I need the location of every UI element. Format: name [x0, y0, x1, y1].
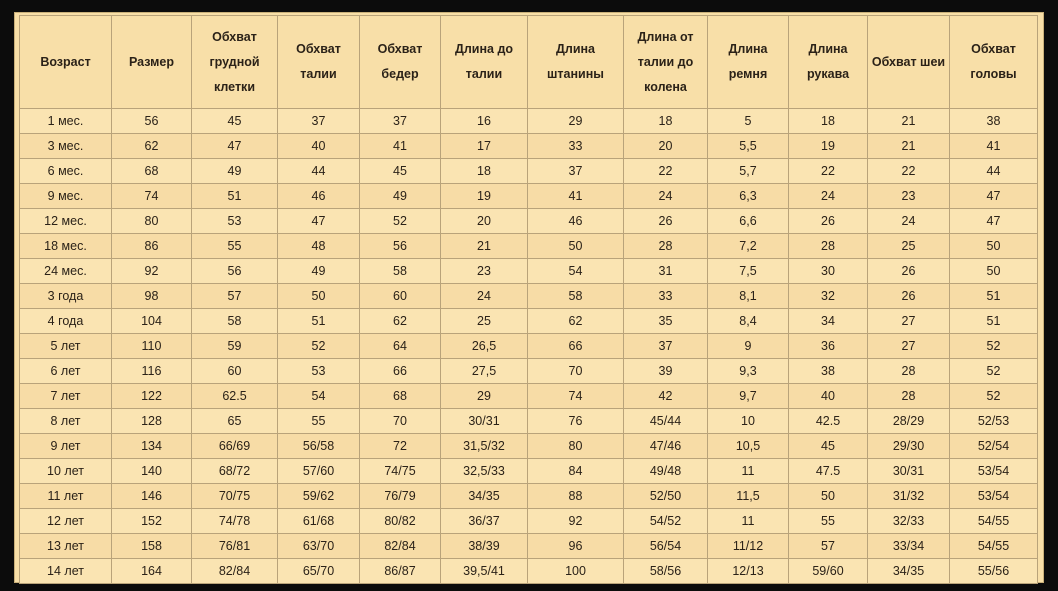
cell-age: 12 мес.	[20, 209, 112, 234]
cell-leg-length: 37	[528, 159, 624, 184]
cell-waist-length: 20	[441, 209, 528, 234]
cell-waist-length: 36/37	[441, 509, 528, 534]
cell-waist-length: 29	[441, 384, 528, 409]
cell-belt-length: 11/12	[708, 534, 789, 559]
cell-sleeve-length: 50	[789, 484, 868, 509]
cell-neck: 31/32	[868, 484, 950, 509]
table-row	[20, 459, 1038, 484]
cell-sleeve-length: 55	[789, 509, 868, 534]
cell-waist-length: 27,5	[441, 359, 528, 384]
cell-size: 80	[112, 209, 192, 234]
cell-age: 1 мес.	[20, 109, 112, 134]
cell-head: 52	[950, 359, 1038, 384]
cell-head: 50	[950, 259, 1038, 284]
cell-waist-to-knee: 52/50	[624, 484, 708, 509]
cell-size: 56	[112, 109, 192, 134]
cell-neck: 28/29	[868, 409, 950, 434]
cell-waist: 46	[278, 184, 360, 209]
cell-head: 47	[950, 184, 1038, 209]
header-neck: Обхват шеи	[868, 16, 950, 109]
table-row	[20, 409, 1038, 434]
cell-belt-length: 11	[708, 459, 789, 484]
cell-chest: 49	[192, 159, 278, 184]
cell-sleeve-length: 30	[789, 259, 868, 284]
cell-neck: 26	[868, 259, 950, 284]
cell-waist-length: 19	[441, 184, 528, 209]
cell-hips: 58	[360, 259, 441, 284]
cell-waist: 65/70	[278, 559, 360, 584]
cell-head: 54/55	[950, 534, 1038, 559]
cell-hips: 82/84	[360, 534, 441, 559]
cell-size: 74	[112, 184, 192, 209]
cell-neck: 27	[868, 334, 950, 359]
cell-head: 53/54	[950, 459, 1038, 484]
cell-waist-length: 34/35	[441, 484, 528, 509]
cell-size: 92	[112, 259, 192, 284]
cell-age: 3 мес.	[20, 134, 112, 159]
cell-hips: 74/75	[360, 459, 441, 484]
cell-chest: 70/75	[192, 484, 278, 509]
cell-waist-length: 25	[441, 309, 528, 334]
cell-waist-to-knee: 35	[624, 309, 708, 334]
cell-leg-length: 76	[528, 409, 624, 434]
cell-sleeve-length: 40	[789, 384, 868, 409]
cell-waist-length: 39,5/41	[441, 559, 528, 584]
cell-belt-length: 11	[708, 509, 789, 534]
table-row	[20, 134, 1038, 159]
cell-leg-length: 50	[528, 234, 624, 259]
header-chest: Обхват грудной клетки	[192, 16, 278, 109]
cell-hips: 45	[360, 159, 441, 184]
header-size: Размер	[112, 16, 192, 109]
cell-neck: 30/31	[868, 459, 950, 484]
cell-head: 54/55	[950, 509, 1038, 534]
cell-age: 9 мес.	[20, 184, 112, 209]
cell-chest: 58	[192, 309, 278, 334]
cell-head: 44	[950, 159, 1038, 184]
cell-waist-length: 17	[441, 134, 528, 159]
cell-sleeve-length: 22	[789, 159, 868, 184]
cell-age: 3 года	[20, 284, 112, 309]
cell-size: 104	[112, 309, 192, 334]
cell-sleeve-length: 24	[789, 184, 868, 209]
cell-age: 12 лет	[20, 509, 112, 534]
cell-neck: 29/30	[868, 434, 950, 459]
cell-neck: 34/35	[868, 559, 950, 584]
cell-waist: 40	[278, 134, 360, 159]
cell-leg-length: 100	[528, 559, 624, 584]
cell-leg-length: 54	[528, 259, 624, 284]
cell-waist-to-knee: 42	[624, 384, 708, 409]
cell-size: 152	[112, 509, 192, 534]
cell-belt-length: 10,5	[708, 434, 789, 459]
cell-waist-to-knee: 26	[624, 209, 708, 234]
cell-size: 158	[112, 534, 192, 559]
cell-sleeve-length: 59/60	[789, 559, 868, 584]
cell-head: 51	[950, 284, 1038, 309]
cell-waist-to-knee: 58/56	[624, 559, 708, 584]
table-row	[20, 234, 1038, 259]
cell-chest: 68/72	[192, 459, 278, 484]
cell-leg-length: 84	[528, 459, 624, 484]
cell-hips: 80/82	[360, 509, 441, 534]
cell-leg-length: 46	[528, 209, 624, 234]
cell-sleeve-length: 42.5	[789, 409, 868, 434]
cell-chest: 47	[192, 134, 278, 159]
cell-chest: 65	[192, 409, 278, 434]
cell-leg-length: 66	[528, 334, 624, 359]
cell-leg-length: 29	[528, 109, 624, 134]
cell-chest: 51	[192, 184, 278, 209]
cell-waist: 52	[278, 334, 360, 359]
cell-belt-length: 12/13	[708, 559, 789, 584]
cell-sleeve-length: 36	[789, 334, 868, 359]
cell-size: 128	[112, 409, 192, 434]
cell-belt-length: 9	[708, 334, 789, 359]
cell-chest: 45	[192, 109, 278, 134]
cell-waist-length: 24	[441, 284, 528, 309]
cell-head: 53/54	[950, 484, 1038, 509]
cell-waist-to-knee: 54/52	[624, 509, 708, 534]
cell-size: 140	[112, 459, 192, 484]
cell-age: 5 лет	[20, 334, 112, 359]
table-row	[20, 509, 1038, 534]
cell-age: 4 года	[20, 309, 112, 334]
cell-age: 6 мес.	[20, 159, 112, 184]
cell-waist-to-knee: 20	[624, 134, 708, 159]
header-hips: Обхват бедер	[360, 16, 441, 109]
cell-neck: 23	[868, 184, 950, 209]
cell-belt-length: 7,2	[708, 234, 789, 259]
cell-sleeve-length: 45	[789, 434, 868, 459]
cell-waist-length: 21	[441, 234, 528, 259]
header-waist-to-knee: Длина от талии до колена	[624, 16, 708, 109]
cell-sleeve-length: 47.5	[789, 459, 868, 484]
cell-hips: 68	[360, 384, 441, 409]
cell-waist-length: 32,5/33	[441, 459, 528, 484]
size-chart-table	[19, 15, 1038, 584]
cell-waist: 54	[278, 384, 360, 409]
cell-chest: 55	[192, 234, 278, 259]
cell-neck: 22	[868, 159, 950, 184]
table-row	[20, 334, 1038, 359]
cell-leg-length: 33	[528, 134, 624, 159]
cell-waist: 56/58	[278, 434, 360, 459]
cell-leg-length: 92	[528, 509, 624, 534]
cell-hips: 52	[360, 209, 441, 234]
cell-waist-to-knee: 28	[624, 234, 708, 259]
cell-hips: 49	[360, 184, 441, 209]
cell-head: 52/53	[950, 409, 1038, 434]
cell-size: 134	[112, 434, 192, 459]
table-row	[20, 159, 1038, 184]
cell-neck: 28	[868, 359, 950, 384]
cell-age: 9 лет	[20, 434, 112, 459]
cell-neck: 21	[868, 134, 950, 159]
size-chart-panel	[14, 12, 1044, 583]
size-table-body	[20, 109, 1038, 584]
cell-waist-to-knee: 39	[624, 359, 708, 384]
cell-neck: 27	[868, 309, 950, 334]
header-belt-length: Длина ремня	[708, 16, 789, 109]
cell-sleeve-length: 19	[789, 134, 868, 159]
cell-belt-length: 5,5	[708, 134, 789, 159]
cell-waist: 63/70	[278, 534, 360, 559]
cell-chest: 62.5	[192, 384, 278, 409]
cell-waist-to-knee: 18	[624, 109, 708, 134]
cell-chest: 82/84	[192, 559, 278, 584]
cell-age: 14 лет	[20, 559, 112, 584]
cell-head: 38	[950, 109, 1038, 134]
cell-age: 11 лет	[20, 484, 112, 509]
cell-belt-length: 11,5	[708, 484, 789, 509]
cell-waist-length: 30/31	[441, 409, 528, 434]
header-head: Обхват головы	[950, 16, 1038, 109]
cell-chest: 56	[192, 259, 278, 284]
cell-waist-to-knee: 37	[624, 334, 708, 359]
table-header-row	[20, 16, 1038, 109]
cell-waist: 37	[278, 109, 360, 134]
table-row	[20, 109, 1038, 134]
cell-neck: 32/33	[868, 509, 950, 534]
cell-neck: 21	[868, 109, 950, 134]
cell-waist: 59/62	[278, 484, 360, 509]
cell-hips: 60	[360, 284, 441, 309]
cell-size: 122	[112, 384, 192, 409]
cell-size: 110	[112, 334, 192, 359]
cell-hips: 62	[360, 309, 441, 334]
cell-age: 7 лет	[20, 384, 112, 409]
cell-hips: 76/79	[360, 484, 441, 509]
cell-belt-length: 6,3	[708, 184, 789, 209]
cell-hips: 72	[360, 434, 441, 459]
cell-waist: 55	[278, 409, 360, 434]
cell-neck: 28	[868, 384, 950, 409]
cell-size: 164	[112, 559, 192, 584]
cell-age: 24 мес.	[20, 259, 112, 284]
table-row	[20, 284, 1038, 309]
cell-chest: 74/78	[192, 509, 278, 534]
cell-waist-length: 38/39	[441, 534, 528, 559]
cell-size: 68	[112, 159, 192, 184]
cell-belt-length: 10	[708, 409, 789, 434]
cell-hips: 41	[360, 134, 441, 159]
cell-waist: 61/68	[278, 509, 360, 534]
cell-sleeve-length: 32	[789, 284, 868, 309]
table-row	[20, 184, 1038, 209]
cell-sleeve-length: 34	[789, 309, 868, 334]
cell-leg-length: 58	[528, 284, 624, 309]
cell-waist: 44	[278, 159, 360, 184]
cell-leg-length: 88	[528, 484, 624, 509]
cell-head: 52	[950, 384, 1038, 409]
header-leg-length: Длина штанины	[528, 16, 624, 109]
cell-belt-length: 5,7	[708, 159, 789, 184]
cell-hips: 56	[360, 234, 441, 259]
cell-waist-length: 16	[441, 109, 528, 134]
cell-neck: 24	[868, 209, 950, 234]
cell-head: 55/56	[950, 559, 1038, 584]
cell-waist: 47	[278, 209, 360, 234]
cell-waist: 48	[278, 234, 360, 259]
cell-head: 52/54	[950, 434, 1038, 459]
table-row	[20, 434, 1038, 459]
header-sleeve-length: Длина рукава	[789, 16, 868, 109]
cell-size: 98	[112, 284, 192, 309]
cell-chest: 60	[192, 359, 278, 384]
cell-age: 6 лет	[20, 359, 112, 384]
cell-waist: 49	[278, 259, 360, 284]
cell-waist-to-knee: 45/44	[624, 409, 708, 434]
cell-chest: 59	[192, 334, 278, 359]
cell-sleeve-length: 18	[789, 109, 868, 134]
cell-leg-length: 70	[528, 359, 624, 384]
cell-hips: 64	[360, 334, 441, 359]
table-row	[20, 534, 1038, 559]
table-row	[20, 359, 1038, 384]
cell-head: 51	[950, 309, 1038, 334]
header-waist: Обхват талии	[278, 16, 360, 109]
header-waist-length: Длина до талии	[441, 16, 528, 109]
cell-head: 50	[950, 234, 1038, 259]
cell-belt-length: 7,5	[708, 259, 789, 284]
cell-sleeve-length: 57	[789, 534, 868, 559]
cell-leg-length: 41	[528, 184, 624, 209]
cell-leg-length: 96	[528, 534, 624, 559]
cell-belt-length: 9,7	[708, 384, 789, 409]
cell-chest: 76/81	[192, 534, 278, 559]
header-age: Возраст	[20, 16, 112, 109]
cell-chest: 53	[192, 209, 278, 234]
cell-age: 13 лет	[20, 534, 112, 559]
table-row	[20, 384, 1038, 409]
cell-waist-length: 31,5/32	[441, 434, 528, 459]
cell-neck: 26	[868, 284, 950, 309]
cell-waist-to-knee: 47/46	[624, 434, 708, 459]
cell-waist-to-knee: 56/54	[624, 534, 708, 559]
table-row	[20, 484, 1038, 509]
cell-belt-length: 5	[708, 109, 789, 134]
cell-waist-length: 23	[441, 259, 528, 284]
cell-waist: 57/60	[278, 459, 360, 484]
cell-sleeve-length: 38	[789, 359, 868, 384]
cell-waist: 51	[278, 309, 360, 334]
cell-belt-length: 9,3	[708, 359, 789, 384]
cell-leg-length: 80	[528, 434, 624, 459]
cell-waist-length: 26,5	[441, 334, 528, 359]
cell-hips: 70	[360, 409, 441, 434]
cell-age: 10 лет	[20, 459, 112, 484]
cell-waist-to-knee: 24	[624, 184, 708, 209]
cell-leg-length: 74	[528, 384, 624, 409]
cell-age: 8 лет	[20, 409, 112, 434]
table-row	[20, 559, 1038, 584]
cell-neck: 25	[868, 234, 950, 259]
cell-belt-length: 8,4	[708, 309, 789, 334]
cell-hips: 86/87	[360, 559, 441, 584]
cell-size: 116	[112, 359, 192, 384]
cell-waist-to-knee: 33	[624, 284, 708, 309]
cell-waist-to-knee: 22	[624, 159, 708, 184]
cell-waist-to-knee: 31	[624, 259, 708, 284]
table-row	[20, 309, 1038, 334]
cell-head: 47	[950, 209, 1038, 234]
table-row	[20, 209, 1038, 234]
cell-sleeve-length: 28	[789, 234, 868, 259]
cell-size: 146	[112, 484, 192, 509]
cell-neck: 33/34	[868, 534, 950, 559]
cell-waist: 50	[278, 284, 360, 309]
cell-chest: 57	[192, 284, 278, 309]
cell-sleeve-length: 26	[789, 209, 868, 234]
cell-waist-length: 18	[441, 159, 528, 184]
cell-belt-length: 6,6	[708, 209, 789, 234]
table-row	[20, 259, 1038, 284]
cell-belt-length: 8,1	[708, 284, 789, 309]
cell-head: 41	[950, 134, 1038, 159]
cell-hips: 66	[360, 359, 441, 384]
cell-waist: 53	[278, 359, 360, 384]
cell-leg-length: 62	[528, 309, 624, 334]
cell-head: 52	[950, 334, 1038, 359]
cell-size: 86	[112, 234, 192, 259]
cell-age: 18 мес.	[20, 234, 112, 259]
cell-waist-to-knee: 49/48	[624, 459, 708, 484]
cell-hips: 37	[360, 109, 441, 134]
cell-chest: 66/69	[192, 434, 278, 459]
cell-size: 62	[112, 134, 192, 159]
